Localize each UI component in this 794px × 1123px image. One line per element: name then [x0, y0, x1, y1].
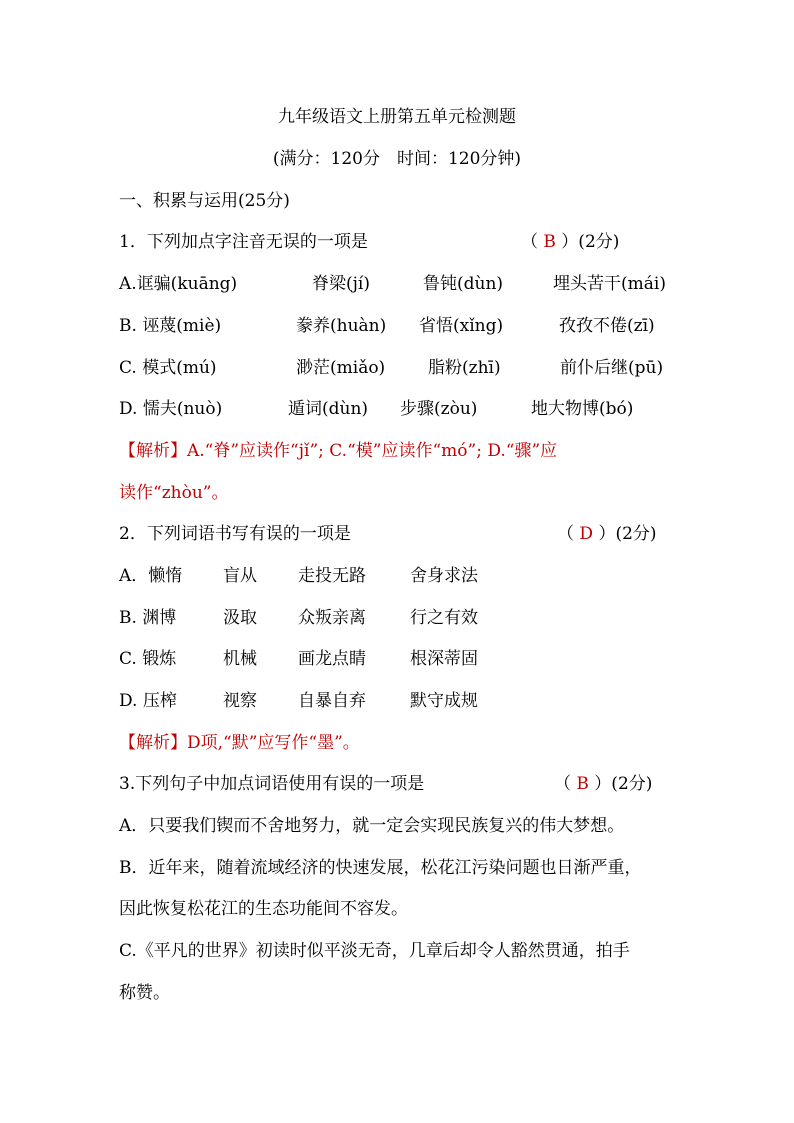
q1-option-a-4: 埋头苦干(mái): [553, 274, 666, 294]
q1-option-d-1: D. 懦夫(nuò): [119, 399, 223, 419]
paren-close: ）(2分): [593, 524, 657, 544]
q3-option-c: C.《平凡的世界》初读时似平淡无奇，几章后却令人豁然贯通，拍手: [119, 941, 630, 961]
question-3-answer: B: [576, 774, 589, 794]
paren-close: ）(2分): [588, 774, 653, 794]
q3-option-a: A．只要我们锲而不舍地努力，就一定会实现民族复兴的伟大梦想。: [119, 816, 625, 836]
question-3-answer-group: [554, 772, 652, 796]
q3-option-c-cont: 称赞。: [119, 983, 170, 1003]
q2-option-d-3: 自暴自弃: [298, 691, 366, 711]
page-title: 九年级语文上册第五单元检测题: [278, 107, 516, 127]
q1-option-c-4: 前仆后继(pū): [560, 358, 664, 378]
analysis-label: 【解析】: [119, 441, 187, 461]
question-1-stem: 1．下列加点字注音无误的一项是: [119, 232, 368, 252]
q1-option-d-4: 地大物博(bó): [531, 399, 634, 419]
q2-option-b-1: B. 渊博: [119, 608, 177, 628]
q1-option-c-3: 脂粉(zhī): [428, 358, 501, 378]
paren-open: （: [557, 524, 580, 544]
question-3-stem: 3.下列句子中加点词语使用有误的一项是: [119, 774, 425, 794]
question-2-answer: D: [579, 524, 594, 544]
q2-option-a-2: 盲从: [223, 566, 257, 586]
question-2-stem: 2．下列词语书写有误的一项是: [119, 524, 351, 544]
q1-option-b-2: 豢养(huàn): [296, 316, 387, 336]
section-title: 一、积累与运用(25分): [119, 191, 290, 211]
question-2-answer-group: [557, 522, 657, 546]
q1-option-b-1: B. 诬蔑(miè): [119, 316, 222, 336]
q2-option-c-1: C. 锻炼: [119, 649, 177, 669]
q1-option-d-2: 遁词(dùn): [288, 399, 369, 419]
analysis-text: D项,“默”应写作“墨”。: [187, 733, 360, 753]
q1-option-a-3: 鲁钝(dùn): [423, 274, 504, 294]
question-2-analysis: [119, 731, 360, 755]
q2-option-d-1: D. 压榨: [119, 691, 177, 711]
paren-close: ）(2分): [555, 232, 620, 252]
q1-option-d-3: 步骤(zòu): [400, 399, 478, 419]
question-1-analysis-cont: 读作“zhòu”。: [119, 483, 229, 503]
paren-open: （: [521, 232, 544, 252]
q1-option-c-2: 渺茫(miǎo): [296, 358, 386, 378]
exam-meta: (满分：120分 时间：120分钟): [272, 149, 522, 169]
q1-option-a-2: 脊梁(jí): [312, 274, 370, 294]
question-1-answer-group: [521, 230, 619, 254]
q2-option-b-2: 汲取: [223, 608, 257, 628]
q1-option-c-1: C. 模式(mú): [119, 358, 217, 378]
paren-open: （: [554, 774, 577, 794]
q2-option-d-2: 视察: [223, 691, 257, 711]
q2-option-b-4: 行之有效: [410, 608, 478, 628]
q1-option-a-1: A.诓骗(kuāng): [119, 274, 238, 294]
question-1-analysis: [119, 439, 557, 463]
q2-option-a-3: 走投无路: [298, 566, 366, 586]
q2-option-a-4: 舍身求法: [410, 566, 478, 586]
q2-option-c-4: 根深蒂固: [410, 649, 478, 669]
q2-option-d-4: 默守成规: [410, 691, 478, 711]
analysis-label: 【解析】: [119, 733, 187, 753]
q1-option-b-3: 省悟(xǐng): [419, 316, 504, 336]
q1-option-b-4: 孜孜不倦(zī): [559, 316, 655, 336]
question-1-answer: B: [543, 232, 556, 252]
q3-option-b-cont: 因此恢复松花江的生态功能间不容发。: [119, 899, 408, 919]
q2-option-c-2: 机械: [223, 649, 257, 669]
analysis-text: A.“脊”应读作“jǐ”; C.“模”应读作“mó”; D.“骤”应: [187, 441, 558, 461]
q2-option-b-3: 众叛亲离: [298, 608, 366, 628]
q3-option-b: B．近年来，随着流域经济的快速发展，松花江污染问题也日渐严重，: [119, 858, 642, 878]
q2-option-a-1: A．懒惰: [119, 566, 183, 586]
q2-option-c-3: 画龙点睛: [298, 649, 366, 669]
